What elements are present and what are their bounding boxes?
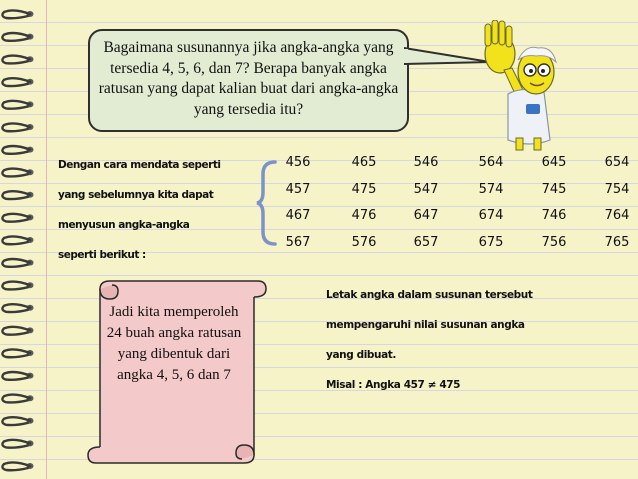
- number-column: [599, 150, 635, 256]
- number-column: [346, 150, 382, 256]
- number-cell: 476: [351, 208, 377, 223]
- speech-bubble: [88, 29, 409, 132]
- number-cell: 654: [604, 155, 630, 170]
- number-cell: 754: [604, 181, 630, 197]
- number-cell: 576: [351, 234, 377, 250]
- number-cell: 467: [285, 208, 311, 223]
- number-column: [280, 150, 316, 256]
- notebook-margin-line: [46, 0, 47, 479]
- number-cell: 675: [478, 234, 504, 250]
- number-cell: 456: [285, 155, 311, 170]
- note-text: [326, 280, 626, 400]
- number-cell: 657: [413, 234, 439, 250]
- number-cell: 674: [478, 208, 504, 223]
- speech-bubble-text: Bagaimana susunannya jika angka-angka yang tersedia 4, 5, 6, dan 7? Berapa banyak angka ratusan yang dapat kalian buat dari angka-angka yang tersedia itu?: [98, 39, 399, 118]
- intro-line: seperti berikut :: [58, 249, 146, 261]
- number-cell: 647: [413, 208, 439, 223]
- number-column: [473, 150, 509, 256]
- number-cell: 574: [478, 181, 504, 197]
- intro-line: menyusun angka-angka: [58, 219, 190, 231]
- scroll-text: Jadi kita memperoleh 24 buah angka ratusan yang dibentuk dari angka 4, 5, 6 dan 7: [106, 304, 242, 383]
- note-line: Letak angka dalam susunan tersebut: [326, 289, 533, 301]
- note-line: Misal : Angka 457 ≠ 475: [326, 379, 461, 391]
- intro-line: Dengan cara mendata seperti: [58, 159, 221, 171]
- intro-line: yang sebelumnya kita dapat: [58, 189, 214, 201]
- intro-text: [58, 150, 258, 270]
- number-cell: 756: [541, 234, 567, 250]
- number-cell: 465: [351, 155, 377, 170]
- number-cell: 475: [351, 181, 377, 197]
- number-cell: 765: [604, 234, 630, 250]
- mascot-icon: [478, 20, 558, 152]
- number-cell: 745: [541, 181, 567, 197]
- note-line: mempengaruhi nilai susunan angka: [326, 319, 525, 331]
- number-cell: 564: [478, 155, 504, 170]
- number-cell: 546: [413, 155, 439, 170]
- number-cell: 567: [285, 234, 311, 250]
- number-cell: 547: [413, 181, 439, 197]
- spiral-binding-icon: [0, 0, 40, 479]
- number-cell: 746: [541, 208, 567, 223]
- curly-brace-icon: [255, 160, 279, 246]
- note-line: yang dibuat.: [326, 349, 396, 361]
- number-column: [408, 150, 444, 256]
- number-cell: 457: [285, 181, 311, 197]
- number-column: [536, 150, 572, 256]
- number-cell: 764: [604, 208, 630, 223]
- number-cell: 645: [541, 155, 567, 170]
